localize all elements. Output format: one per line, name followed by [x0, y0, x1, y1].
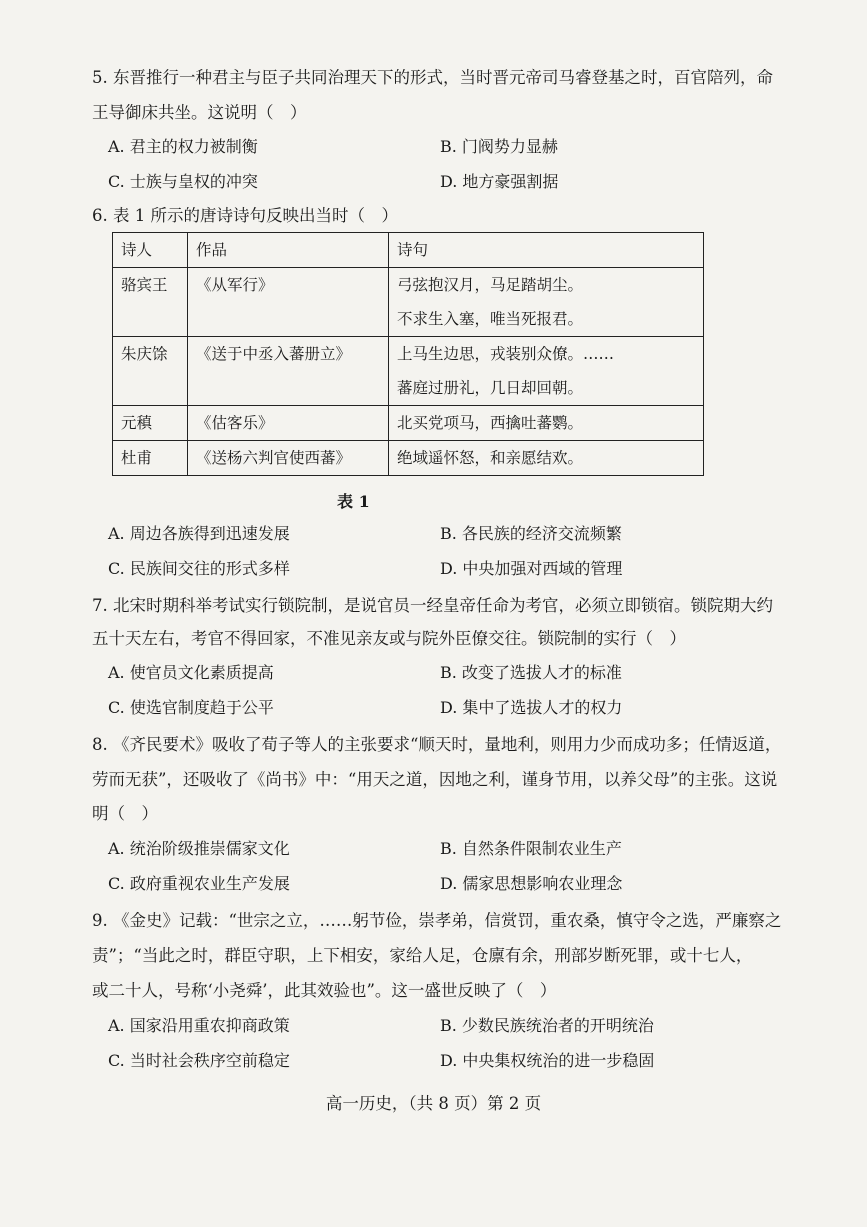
verse-line: 不求生入塞，唯当死报君。 [397, 310, 584, 328]
q5-option-a: A. 君主的权力被制衡 [108, 137, 258, 156]
verse-line: 绝域遥怀怒，和亲愿结欢。 [397, 449, 584, 467]
q6-option-d: D. 中央加强对西域的管理 [440, 559, 623, 578]
verse-line: 北买党项马，西擒吐蕃鹦。 [397, 414, 584, 432]
q9-stem-line1: 9. 《金史》记载：“世宗之立，……躬节俭，崇孝弟，信赏罚，重农桑，慎守令之选，严廉察之 [92, 911, 782, 930]
header-lines: 诗句 [389, 233, 704, 268]
poet-cell: 骆宾王 [121, 276, 168, 294]
table-row [113, 441, 704, 476]
header-poet: 诗人 [113, 233, 188, 268]
table-caption: 表 1 [337, 492, 370, 511]
q9-option-b: B. 少数民族统治者的开明统治 [440, 1016, 654, 1035]
q8-option-a: A. 统治阶级推崇儒家文化 [108, 839, 290, 858]
q6-stem: 6. 表 1 所示的唐诗诗句反映出当时（ ） [92, 206, 398, 225]
poet-cell: 朱庆馀 [121, 345, 168, 363]
q7-option-b: B. 改变了选拔人才的标准 [440, 663, 622, 682]
verse-line: 上马生边思，戎装别众僚。…… [397, 345, 615, 363]
page-footer: 高一历史，（共 8 页）第 2 页 [325, 1094, 542, 1113]
poet-cell: 元稹 [121, 414, 153, 432]
q9-option-c: C. 当时社会秩序空前稳定 [108, 1051, 290, 1070]
poet-cell: 杜甫 [121, 449, 153, 467]
table-row [113, 268, 704, 337]
q5-stem-line2: 王导御床共坐。这说明（ ） [92, 103, 307, 122]
q8-option-c: C. 政府重视农业生产发展 [108, 874, 290, 893]
q6-option-b: B. 各民族的经济交流频繁 [440, 524, 622, 543]
work-cell: 《送于中丞入蕃册立》 [196, 345, 352, 363]
q7-option-c: C. 使选官制度趋于公平 [108, 698, 274, 717]
q6-option-a: A. 周边各族得到迅速发展 [108, 524, 290, 543]
q8-option-b: B. 自然条件限制农业生产 [440, 839, 622, 858]
work-cell: 《从军行》 [196, 276, 274, 294]
q9-stem-line3: 或二十人，号称‘小尧舜’，此其效验也”。这一盛世反映了（ ） [92, 981, 557, 1000]
q6-option-c: C. 民族间交往的形式多样 [108, 559, 290, 578]
header-work: 作品 [188, 233, 389, 268]
q5-option-c: C. 士族与皇权的冲突 [108, 172, 258, 191]
q9-option-d: D. 中央集权统治的进一步稳固 [440, 1051, 655, 1070]
verse-line: 蕃庭过册礼，几日却回朝。 [397, 379, 584, 397]
poem-table [112, 232, 704, 476]
work-cell: 《送杨六判官使西蕃》 [196, 449, 352, 467]
q7-stem-line1: 7. 北宋时期科举考试实行锁院制，是说官员一经皇帝任命为考官，必须立即锁宿。锁院期大约 [92, 596, 773, 615]
q8-stem-line3: 明（ ） [92, 804, 158, 823]
q8-option-d: D. 儒家思想影响农业理念 [440, 874, 623, 893]
work-cell: 《估客乐》 [196, 414, 274, 432]
table-row [113, 406, 704, 441]
table-row [113, 337, 704, 406]
q7-stem-line2: 五十天左右，考官不得回家，不准见亲友或与院外臣僚交往。锁院制的实行（ ） [92, 629, 686, 648]
q9-option-a: A. 国家沿用重农抑商政策 [108, 1016, 290, 1035]
q7-option-d: D. 集中了选拔人才的权力 [440, 698, 623, 717]
q5-option-d: D. 地方豪强割据 [440, 172, 559, 191]
q5-stem-line1: 5. 东晋推行一种君主与臣子共同治理天下的形式，当时晋元帝司马睿登基之时，百官陪列，命 [92, 68, 773, 87]
q8-stem-line1: 8. 《齐民要术》吸收了荀子等人的主张要求“顺天时，量地利，则用力少而成功多；任情返道， [92, 735, 782, 754]
table-header-row [113, 233, 704, 268]
verse-line: 弓弦抱汉月，马足踏胡尘。 [397, 276, 584, 294]
q8-stem-line2: 劳而无获”，还吸收了《尚书》中：“用天之道，因地之利，谨身节用，以养父母”的主张。这说 [92, 770, 778, 789]
q9-stem-line2: 责”；“当此之时，群臣守职，上下相安，家给人足，仓廪有余，刑部岁断死罪，或十七人， [92, 946, 753, 965]
q7-option-a: A. 使官员文化素质提高 [108, 663, 274, 682]
q5-option-b: B. 门阀势力显赫 [440, 137, 558, 156]
